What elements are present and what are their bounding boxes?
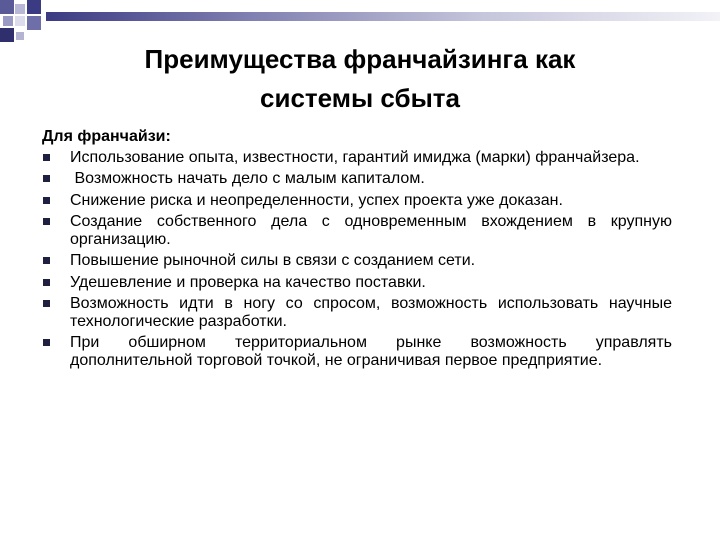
subheading: Для франчайзи: <box>42 128 171 145</box>
corner-square-icon <box>27 16 41 30</box>
list-item <box>42 149 672 167</box>
square-bullet-icon <box>43 300 50 307</box>
square-bullet-icon <box>43 257 50 264</box>
list-item-text: Повышение рыночной силы в связи с созданием сети. <box>70 252 476 269</box>
list-item <box>42 213 672 248</box>
square-bullet-icon <box>43 279 50 286</box>
list-item <box>42 334 672 369</box>
corner-square-icon <box>16 32 24 40</box>
list-item-text: Возможность идти в ногу со спросом, возможность использовать научные технологические разработки. <box>70 295 672 330</box>
list-item <box>42 252 672 270</box>
list-item <box>42 170 672 188</box>
corner-square-icon <box>0 28 14 42</box>
square-bullet-icon <box>43 339 50 346</box>
corner-square-icon <box>15 16 25 26</box>
list-item-text: Создание собственного дела с одновременным вхождением в крупную организацию. <box>70 213 672 248</box>
square-bullet-icon <box>43 154 50 161</box>
slide-title-line-2: системы сбыта <box>260 83 460 113</box>
slide-title-line-1: Преимущества франчайзинга как <box>144 44 576 74</box>
corner-square-icon <box>27 0 41 14</box>
list-item-text: При обширном территориальном рынке возможность управлять дополнительной торговой точкой, не ограничивая первое предприятие. <box>70 334 672 369</box>
corner-square-icon <box>3 16 13 26</box>
list-item <box>42 295 672 330</box>
list-item <box>42 192 672 210</box>
slide-content <box>42 128 672 373</box>
advantages-list <box>42 149 672 370</box>
square-bullet-icon <box>43 175 50 182</box>
corner-square-icon <box>15 4 25 14</box>
list-item-text: Использование опыта, известности, гарантий имиджа (марки) франчайзера. <box>70 148 640 166</box>
list-item <box>42 274 672 292</box>
list-item-text: Возможность начать дело с малым капиталом. <box>70 170 425 187</box>
square-bullet-icon <box>43 218 50 225</box>
slide-title <box>60 40 660 118</box>
square-bullet-icon <box>43 197 50 204</box>
corner-square-icon <box>0 0 14 14</box>
list-item-text: Удешевление и проверка на качество поставки. <box>70 273 426 291</box>
list-item-text: Снижение риска и неопределенности, успех проекта уже доказан. <box>70 191 563 209</box>
header-gradient-bar <box>46 12 720 21</box>
